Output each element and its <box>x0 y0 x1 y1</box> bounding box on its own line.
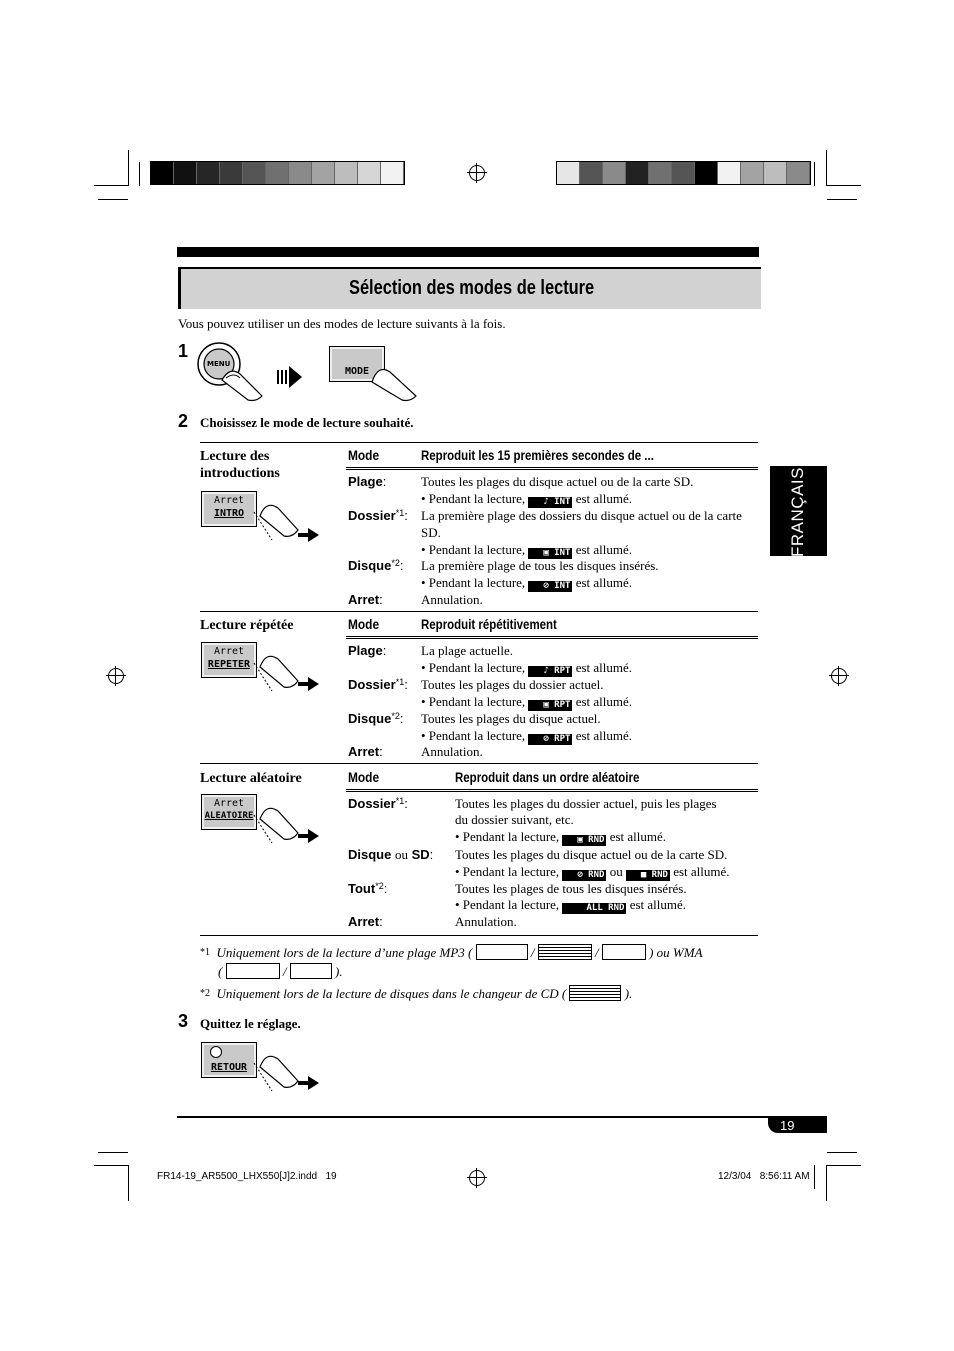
press-arrow-icon <box>308 528 319 542</box>
section-repeat-name: Lecture répétée <box>200 618 294 633</box>
indicator-icon: ■ RND <box>626 870 670 881</box>
mode-desc: Toutes les plages du dossier actuel, puis les plages <box>455 796 717 811</box>
crop-mark <box>128 1165 129 1201</box>
footnote-1-cont: ( / ). <box>218 964 343 979</box>
mode-note: • Pendant la lecture, ▣ RPT est allumé. <box>421 694 633 710</box>
mode-note: • Pendant la lecture, ALL RND est allumé. <box>455 897 687 913</box>
col-desc-header: Reproduit les 15 premières secondes de ... <box>421 447 654 463</box>
mode-desc: Toutes les plages du disque actuel. <box>421 711 601 726</box>
header-rule <box>346 467 758 468</box>
header-rule <box>346 789 758 790</box>
col-desc-header: Reproduit répétitivement <box>421 616 557 632</box>
crop-mark <box>827 199 857 200</box>
section-rule <box>200 935 758 936</box>
mode-desc: Annulation. <box>421 592 483 607</box>
section-rule <box>200 611 758 612</box>
crop-mark <box>94 185 128 186</box>
finger-icon <box>250 803 300 845</box>
mode-label-dossier: Dossier$^{*1}$: <box>348 677 408 692</box>
mode-label-disque: Disque$^{*2}$: <box>348 558 404 573</box>
mode-desc: La première plage de tous les disques insérés. <box>421 558 659 573</box>
usb-device-icon <box>476 944 528 960</box>
mode-note: • Pendant la lecture, ▣ INT est allumé. <box>421 542 633 558</box>
mode-label-arret: Arret: <box>348 744 383 759</box>
repeter-button-line1: Arret <box>213 646 245 657</box>
header-rule <box>346 638 758 639</box>
mode-note: • Pendant la lecture, ♪ RPT est allumé. <box>421 660 633 676</box>
finger-icon <box>250 500 300 542</box>
usb-device-icon <box>226 963 280 979</box>
step-1-number: 1 <box>178 341 189 361</box>
mode-label-plage: Plage: <box>348 643 387 658</box>
step-3-text: Quittez le réglage. <box>200 1016 301 1031</box>
crop-mark <box>814 1165 815 1189</box>
mode-desc: Toutes les plages du disque actuel ou de la carte SD. <box>421 474 694 489</box>
mode-label-disque-sd: Disque ou SD: <box>348 847 434 862</box>
section-rule <box>200 763 758 764</box>
indicator-icon: ♪ INT <box>528 497 572 508</box>
registration-mark-left <box>108 668 124 684</box>
mode-button-label: MODE <box>344 366 370 377</box>
language-tab-label: FRANÇAIS <box>788 467 807 557</box>
section-intro-name: Lecture des introductions <box>200 449 280 481</box>
next-arrow-icon <box>277 362 303 392</box>
footer-date: 12/3/04 8:56:11 AM <box>718 1171 810 1182</box>
header-rule <box>346 469 758 470</box>
crop-mark <box>826 1165 827 1201</box>
bottom-rule <box>177 1116 827 1118</box>
intro-text: Vous pouvez utiliser un des modes de lecture suivants à la fois. <box>178 316 506 331</box>
mode-label-tout: Tout$^{*2}$: <box>348 881 388 896</box>
mode-note: • Pendant la lecture, ⊘ RPT est allumé. <box>421 728 633 744</box>
aleatoire-button[interactable] <box>201 794 257 830</box>
mode-desc: Toutes les plages du dossier actuel. <box>421 677 604 692</box>
press-arrow-icon <box>308 1076 319 1090</box>
finger-icon <box>250 1051 300 1093</box>
crop-mark <box>94 1165 128 1166</box>
aleatoire-button-line2: ALEATOIRE <box>204 811 254 821</box>
crop-mark <box>139 162 140 186</box>
mode-label-disque: Disque$^{*2}$: <box>348 711 404 726</box>
page-title: Sélection des modes de lecture <box>349 277 595 299</box>
mode-label-dossier: Dossier$^{*1}$: <box>348 796 408 811</box>
crop-mark <box>827 1152 857 1153</box>
crop-mark <box>826 150 827 186</box>
footnote-1: *1 Uniquement lors de la lecture d’une plage MP3 ( / / ) ou WMA <box>200 945 703 960</box>
header-rule <box>346 636 758 637</box>
mode-label-plage: Plage: <box>348 474 387 489</box>
back-icon <box>210 1046 222 1058</box>
col-mode-header: Mode <box>348 769 380 785</box>
intro-button[interactable] <box>201 491 257 527</box>
mode-label-arret: Arret: <box>348 592 383 607</box>
press-arrow-icon <box>308 829 319 843</box>
indicator-icon: ♪ RPT <box>528 666 572 677</box>
mode-note: • Pendant la lecture, ⊘ INT est allumé. <box>421 575 633 591</box>
intro-button-line2: INTRO <box>213 508 245 519</box>
section-random-name: Lecture aléatoire <box>200 771 302 786</box>
title-box <box>178 267 761 309</box>
mode-desc: Annulation. <box>455 914 517 929</box>
mode-note: • Pendant la lecture, ♪ INT est allumé. <box>421 491 633 507</box>
repeter-button[interactable] <box>201 642 257 678</box>
crop-mark <box>827 185 861 186</box>
cd-changer-icon <box>538 944 592 960</box>
indicator-icon: ⊘ RPT <box>528 734 572 745</box>
mode-label-arret: Arret: <box>348 914 383 929</box>
menu-button-press-icon <box>196 340 266 402</box>
retour-button-label: RETOUR <box>210 1062 248 1073</box>
section-rule <box>200 442 758 443</box>
step-2-number: 2 <box>178 411 189 431</box>
step-2-text: Choisissez le mode de lecture souhaité. <box>200 415 414 430</box>
page-number-box <box>768 1118 827 1133</box>
crop-mark <box>98 199 128 200</box>
language-tab <box>770 466 827 556</box>
registration-mark-right <box>831 668 847 684</box>
retour-button[interactable] <box>201 1042 257 1078</box>
mode-desc: Toutes les plages de tous les disques insérés. <box>455 881 687 896</box>
mode-desc: Annulation. <box>421 744 483 759</box>
finger-icon <box>250 651 300 693</box>
mode-note: • Pendant la lecture, ▣ RND est allumé. <box>455 829 667 845</box>
mode-desc: du dossier suivant, etc. <box>455 812 574 827</box>
indicator-icon: ⊘ RND <box>562 870 606 881</box>
title-top-rule <box>177 247 759 257</box>
indicator-icon: ▣ RPT <box>528 700 572 711</box>
cd-changer-icon <box>569 985 621 1001</box>
menu-button-label: MENU <box>207 360 231 368</box>
intro-button-line1: Arret <box>213 495 245 506</box>
footnote-2: *2 Uniquement lors de la lecture de disques dans le changeur de CD ( ). <box>200 986 633 1001</box>
header-rule <box>346 791 758 792</box>
indicator-icon: ALL RND <box>562 903 626 914</box>
indicator-icon: ▣ INT <box>528 548 572 559</box>
mode-desc: La plage actuelle. <box>421 643 514 658</box>
crop-mark <box>128 150 129 186</box>
aleatoire-button-line1: Arret <box>213 798 245 809</box>
sd-card-icon <box>290 963 332 979</box>
indicator-icon: ▣ RND <box>562 835 606 846</box>
crop-mark <box>827 1165 861 1166</box>
col-desc-header: Reproduit dans un ordre aléatoire <box>455 769 640 785</box>
color-bar-left <box>150 161 405 185</box>
mode-note: • Pendant la lecture, ⊘ RND ou ■ RND est allumé. <box>455 864 730 880</box>
press-arrow-icon <box>308 677 319 691</box>
mode-label-dossier: Dossier$^{*1}$: <box>348 508 408 523</box>
col-mode-header: Mode <box>348 616 380 632</box>
crop-mark <box>98 1152 128 1153</box>
footer-file: FR14-19_AR5500_LHX550[J]2.indd 19 <box>157 1171 337 1182</box>
page-number: 19 <box>780 1118 795 1133</box>
registration-mark-bottom <box>469 1170 485 1186</box>
color-bar-right <box>556 161 811 185</box>
mode-desc: Toutes les plages du disque actuel ou de la carte SD. <box>455 847 728 862</box>
sd-card-icon <box>602 944 646 960</box>
indicator-icon: ⊘ INT <box>528 581 572 592</box>
finger-icon <box>368 360 418 402</box>
registration-mark-top <box>469 165 485 181</box>
col-mode-header: Mode <box>348 447 380 463</box>
step-3-number: 3 <box>178 1011 189 1031</box>
repeter-button-line2: REPETER <box>207 659 251 670</box>
crop-mark <box>814 162 815 186</box>
mode-desc: La première plage des dossiers du disque actuel ou de la carte SD. <box>421 508 742 540</box>
